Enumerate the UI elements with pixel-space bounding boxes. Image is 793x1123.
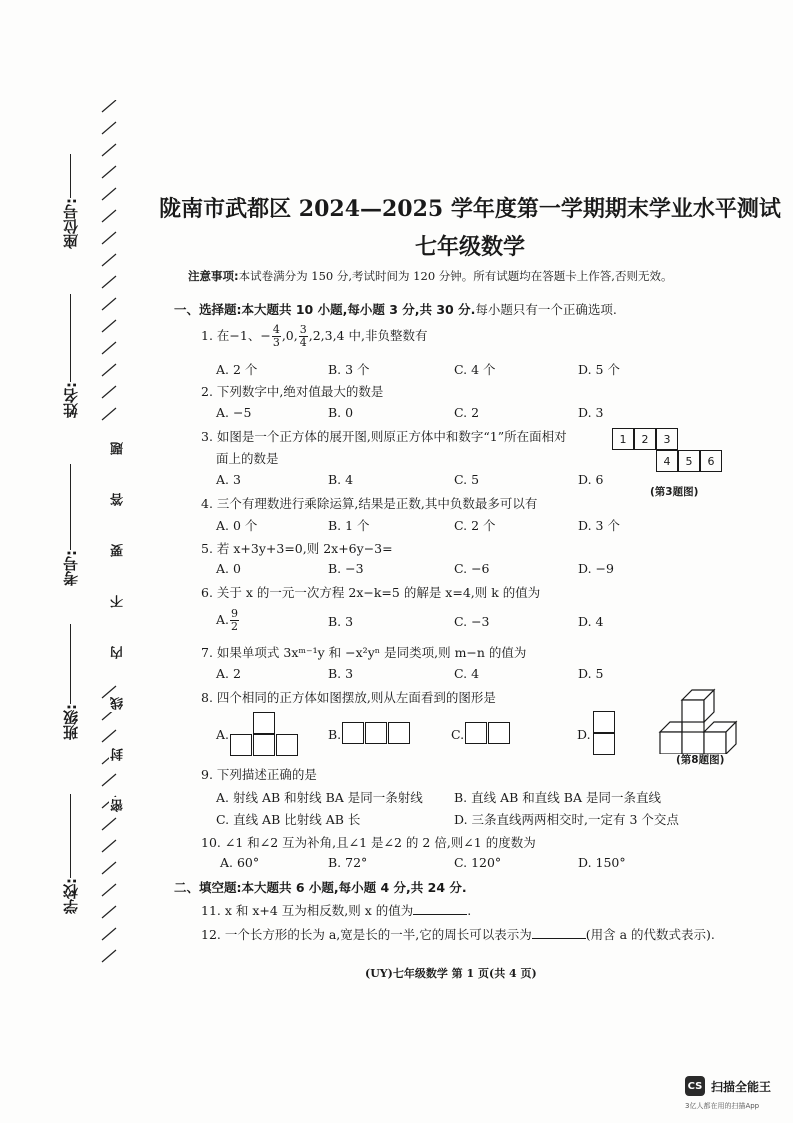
seal-char: 不 — [110, 595, 126, 608]
q6-stem: 6. 关于 x 的一元一次方程 2x−k=5 的解是 x=4,则 k 的值为 — [201, 585, 541, 600]
net-cell: 6 — [700, 450, 722, 472]
seat-number-line — [70, 154, 71, 198]
net-cell: 4 — [656, 450, 678, 472]
q12-stem — [201, 925, 715, 943]
page-footer: (UY)七年级数学 第 1 页(共 4 页) — [365, 967, 537, 980]
section2-rest: 本大题共 6 小题,每小题 4 分,共 24 分. — [241, 880, 467, 895]
q4-option-a[interactable]: A. 0 个 — [216, 518, 258, 533]
q4-option-b[interactable]: B. 1 个 — [328, 518, 370, 533]
seal-char: 线 — [110, 697, 126, 710]
q1-f1-num: 4 — [272, 323, 280, 336]
net-cell: 5 — [678, 450, 700, 472]
net-cell: 3 — [656, 428, 678, 450]
exam-subtitle: 七年级数学 — [414, 234, 525, 260]
q3-stem-line1: 3. 如图是一个正方体的展开图,则原正方体中和数字“1”所在面相对 — [201, 429, 567, 444]
scanner-logo-icon: CS — [685, 1076, 705, 1096]
q7-options — [216, 666, 716, 682]
q5-option-a[interactable]: A. 0 — [216, 561, 241, 576]
q3-option-a[interactable]: A. 3 — [216, 472, 241, 487]
q7-option-d[interactable]: D. 5 — [578, 666, 604, 681]
q7-option-a[interactable]: A. 2 — [216, 666, 241, 681]
section2-heading — [174, 878, 467, 896]
q6-a-num: 9 — [231, 607, 239, 620]
q4-stem: 4. 三个有理数进行乘除运算,结果是正数,其中负数最多可以有 — [201, 496, 538, 511]
q8-cube-stack-figure — [658, 688, 758, 754]
exam-title: 陇南市武都区 2024—2025 学年度第一学期期末学业水平测试 — [159, 196, 781, 222]
net-cell: 2 — [634, 428, 656, 450]
q1-f2-den: 4 — [299, 336, 307, 349]
q8-option-a-shape[interactable] — [230, 712, 300, 758]
scanner-name: 扫描全能王 — [711, 1080, 772, 1094]
q11-stem — [201, 901, 471, 919]
q1-text-post: ,2,3,4 中,非负整数有 — [308, 328, 428, 343]
class-label: 班级: — [61, 704, 80, 740]
exam-number-field[interactable] — [52, 460, 88, 586]
q9-option-a[interactable]: A. 射线 AB 和射线 BA 是同一条射线 — [216, 790, 423, 805]
q2-option-b[interactable]: B. 0 — [328, 405, 354, 420]
q3-option-d[interactable]: D. 6 — [578, 472, 604, 487]
q1-options — [216, 360, 716, 376]
seat-number-field[interactable] — [52, 150, 88, 249]
scanner-tagline: 3亿人都在用的扫描App — [685, 1102, 760, 1110]
q1-fraction-2 — [299, 324, 308, 349]
q10-options — [220, 855, 720, 871]
section1-tail: 每小题只有一个正确选项. — [475, 302, 617, 317]
q6-options — [216, 606, 716, 636]
q5-stem: 5. 若 x+3y+3=0,则 2x+6y−3= — [201, 541, 393, 556]
class-line — [70, 624, 71, 704]
q10-option-c[interactable]: C. 120° — [454, 855, 502, 870]
q10-option-b[interactable]: B. 72° — [328, 855, 368, 870]
q8-option-d-shape[interactable] — [593, 711, 617, 757]
q4-options — [216, 516, 716, 532]
q8-option-b-label[interactable]: B. — [328, 727, 342, 742]
exam-number-label: 考号: — [61, 550, 80, 586]
q12-text-post: (用含 a 的代数式表示). — [585, 927, 715, 942]
exam-notice — [188, 268, 778, 284]
q2-options — [216, 405, 716, 421]
q9-options-row2 — [216, 810, 776, 826]
q9-options-row1 — [216, 788, 776, 804]
q4-option-c[interactable]: C. 2 个 — [454, 518, 496, 533]
q6-option-b[interactable]: B. 3 — [328, 614, 354, 629]
q2-stem: 2. 下列数字中,绝对值最大的数是 — [201, 384, 384, 399]
section1-title: 一、选择题: — [174, 302, 242, 317]
q1-stem — [201, 324, 427, 349]
name-field[interactable] — [52, 290, 88, 418]
q1-option-c[interactable]: C. 4 个 — [454, 362, 496, 377]
seal-char: 要 — [110, 544, 126, 557]
name-label: 姓名: — [61, 382, 80, 418]
q9-stem: 9. 下列描述正确的是 — [201, 767, 317, 782]
seal-char: 密 — [110, 799, 126, 812]
q11-answer-blank[interactable] — [413, 903, 467, 915]
school-field[interactable] — [52, 790, 88, 914]
q3-figure-caption: (第3题图) — [650, 486, 699, 498]
q6-option-c[interactable]: C. −3 — [454, 614, 490, 629]
class-field[interactable] — [52, 620, 88, 740]
q11-text-pre: 11. x 和 x+4 互为相反数,则 x 的值为 — [201, 903, 414, 918]
q12-answer-blank[interactable] — [532, 927, 586, 939]
net-cell: 1 — [612, 428, 634, 450]
q6-option-a-label: A. — [216, 612, 230, 627]
q10-option-d[interactable]: D. 150° — [578, 855, 626, 870]
q2-option-a[interactable]: A. −5 — [216, 405, 252, 420]
seal-char: 内 — [110, 646, 126, 659]
q7-option-b[interactable]: B. 3 — [328, 666, 354, 681]
section2-title: 二、填空题: — [174, 880, 242, 895]
q1-f2-num: 3 — [299, 323, 307, 336]
binding-fields — [52, 150, 88, 980]
q6-a-den: 2 — [231, 620, 239, 633]
name-line — [70, 294, 71, 382]
seal-char: 封 — [110, 748, 126, 761]
q6-option-a[interactable] — [216, 608, 240, 633]
q8-stem: 8. 四个相同的正方体如图摆放,则从左面看到的图形是 — [201, 690, 496, 705]
q7-option-c[interactable]: C. 4 — [454, 666, 480, 681]
q9-option-d[interactable]: D. 三条直线两两相交时,一定有 3 个交点 — [454, 812, 679, 827]
section1-rest: 本大题共 10 小题,每小题 3 分,共 30 分. — [241, 302, 476, 317]
q8-figure-caption: (第8题图) — [676, 754, 725, 766]
q1-option-d[interactable]: D. 5 个 — [578, 362, 620, 377]
q10-option-a[interactable]: A. 60° — [220, 855, 260, 870]
q8-option-a-label[interactable]: A. — [216, 727, 230, 742]
cube-net-figure — [612, 428, 744, 476]
q8-option-b-shape[interactable] — [342, 722, 412, 746]
q7-stem: 7. 如果单项式 3xᵐ⁻¹y 和 −x²yⁿ 是同类项,则 m−n 的值为 — [201, 645, 527, 660]
seal-line-text — [110, 440, 126, 814]
q9-option-c[interactable]: C. 直线 AB 比射线 AB 长 — [216, 812, 361, 827]
q3-option-b[interactable]: B. 4 — [328, 472, 354, 487]
q6-option-a-fraction — [230, 608, 239, 633]
seat-number-label: 座位号: — [61, 198, 80, 249]
notice-label: 注意事项: — [188, 269, 239, 283]
q3-stem-line2: 面上的数是 — [216, 451, 279, 466]
q12-text-pre: 12. 一个长方形的长为 a,宽是长的一半,它的周长可以表示为 — [201, 927, 532, 942]
section1-heading — [174, 300, 617, 318]
q6-option-d[interactable]: D. 4 — [578, 614, 604, 629]
q1-option-b[interactable]: B. 3 个 — [328, 362, 370, 377]
school-line — [70, 794, 71, 878]
q11-text-post: . — [467, 903, 472, 918]
q8-option-c-shape[interactable] — [465, 722, 511, 746]
q5-option-c[interactable]: C. −6 — [454, 561, 490, 576]
q1-fraction-1 — [272, 324, 281, 349]
q1-option-a[interactable]: A. 2 个 — [216, 362, 258, 377]
school-label: 学校: — [61, 878, 80, 914]
q5-option-b[interactable]: B. −3 — [328, 561, 364, 576]
seal-char: 答 — [110, 493, 126, 506]
q5-options — [216, 561, 716, 577]
q1-text-pre: 1. 在−1、− — [201, 328, 271, 343]
q8-option-d-label[interactable]: D. — [577, 727, 591, 742]
q1-text-mid: ,0, — [281, 328, 298, 343]
q2-option-c[interactable]: C. 2 — [454, 405, 480, 420]
q9-option-b[interactable]: B. 直线 AB 和直线 BA 是同一条直线 — [454, 790, 661, 805]
q3-option-c[interactable]: C. 5 — [454, 472, 480, 487]
seal-char: 题 — [110, 442, 126, 455]
notice-text: 本试卷满分为 150 分,考试时间为 120 分钟。所有试题均在答题卡上作答,否则无效。 — [238, 269, 673, 283]
exam-number-line — [70, 464, 71, 550]
q10-stem: 10. ∠1 和∠2 互为补角,且∠1 是∠2 的 2 倍,则∠1 的度数为 — [201, 835, 536, 850]
q4-option-d[interactable]: D. 3 个 — [578, 518, 620, 533]
q2-option-d[interactable]: D. 3 — [578, 405, 604, 420]
q1-f1-den: 3 — [272, 336, 280, 349]
q8-option-c-label[interactable]: C. — [451, 727, 465, 742]
q5-option-d[interactable]: D. −9 — [578, 561, 614, 576]
